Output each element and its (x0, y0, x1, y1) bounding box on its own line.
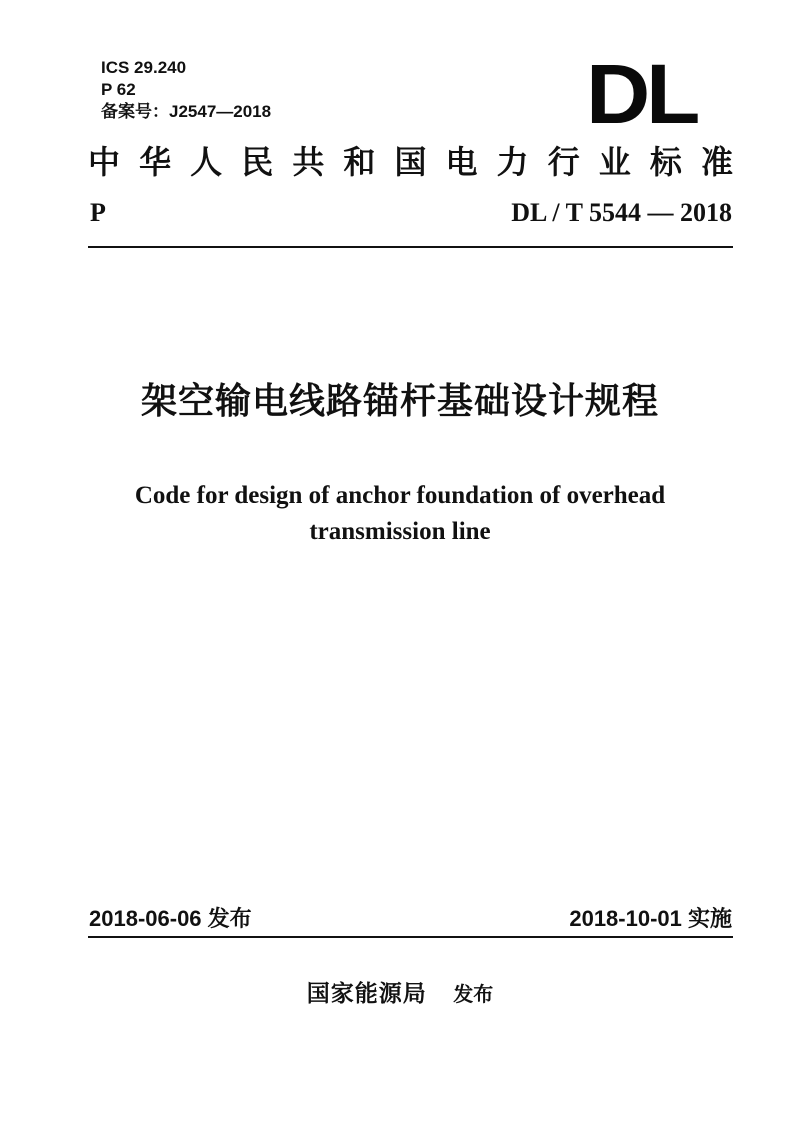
org-char: 和 (343, 143, 376, 181)
org-char: 华 (139, 143, 172, 181)
org-char: 准 (700, 143, 733, 181)
org-char: 共 (292, 143, 325, 181)
issuing-organization-title (88, 140, 733, 184)
org-char: 中 (88, 143, 121, 181)
classification-code: P 62 (101, 80, 136, 99)
org-char: 力 (496, 143, 529, 181)
org-char: 人 (190, 143, 223, 181)
document-title-chinese: 架空输电线路锚杆基础设计规程 (140, 381, 659, 422)
bottom-divider (88, 936, 733, 938)
publish-date: 2018-06-06 发布 (89, 906, 252, 931)
publisher-name: 国家能源局 (306, 981, 427, 1007)
org-char: 业 (598, 143, 631, 181)
implementation-date: 2018-10-01 实施 (569, 906, 732, 931)
org-char: 标 (649, 143, 682, 181)
org-char: 电 (445, 143, 478, 181)
org-char: 国 (394, 143, 427, 181)
record-number: 备案号：J2547—2018 (101, 102, 272, 121)
top-divider (88, 246, 733, 248)
publisher-line (0, 975, 800, 1008)
dl-logo: DL (586, 47, 697, 141)
standard-number: DL / T 5544 — 2018 (511, 198, 732, 227)
org-char: 行 (547, 143, 580, 181)
category-letter: P (90, 198, 106, 227)
document-title-english: Code for design of anchor foundation of overhead transmission line (134, 482, 666, 545)
org-char: 民 (241, 143, 274, 181)
ics-code: ICS 29.240 (101, 58, 187, 77)
publisher-action: 发布 (453, 982, 494, 1006)
